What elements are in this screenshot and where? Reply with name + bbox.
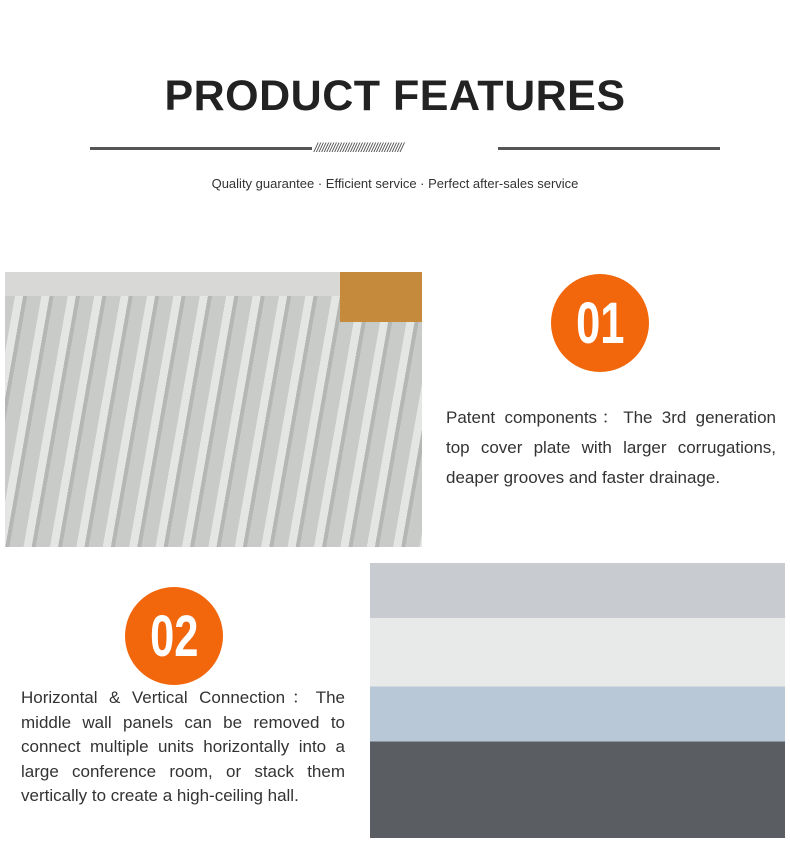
feature-description: Horizontal & Vertical Connection：The middle wall panels can be removed to connect multiple units horizontally into a large conference room, or stack them vertically to create a high-ceiling hall. (21, 688, 345, 805)
page-title: PRODUCT FEATURES (164, 72, 626, 120)
subtitle: Quality guarantee · Efficient service · Perfect after-sales service (211, 176, 579, 191)
feature-number: 01 (575, 290, 625, 356)
feature-number: 02 (149, 603, 199, 669)
image-detail (340, 272, 422, 322)
high-ceiling-hall-image (370, 563, 785, 838)
divider-left (90, 147, 312, 150)
feature-number-badge (551, 274, 649, 372)
divider-hatch: ////////////////////////////////// (314, 140, 403, 155)
feature-description: Patent components：The 3rd generation top cover plate with larger corrugations, deaper grooves and faster drainage. (446, 408, 776, 487)
divider-right (498, 147, 720, 150)
feature-number-badge (125, 587, 223, 685)
